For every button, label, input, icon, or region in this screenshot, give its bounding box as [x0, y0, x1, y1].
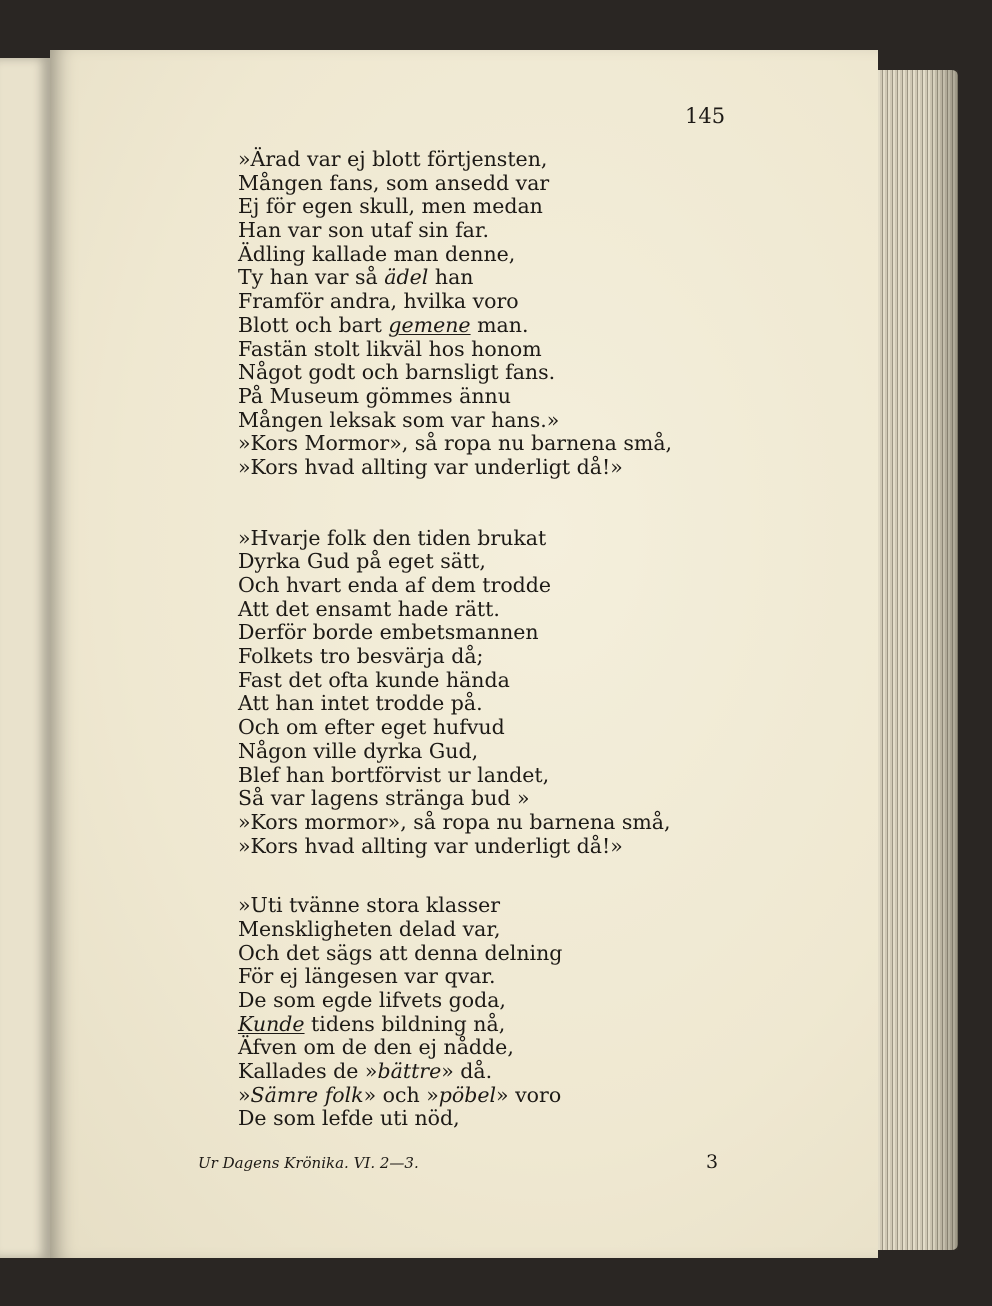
poem-line: Att han intet trodde på.: [238, 691, 483, 716]
stanza-break: [238, 858, 672, 894]
poem-line: Derför borde embetsmannen: [238, 620, 539, 645]
signature-number: 3: [706, 1151, 719, 1173]
poem-line: »Uti tvänne stora klasser: [238, 893, 501, 918]
poem-line: Framför andra, hvilka voro: [238, 289, 519, 314]
poem-line: Dyrka Gud på eget sätt,: [238, 549, 486, 574]
poem-line: Mången leksak som var hans.»: [238, 407, 560, 432]
line-text: » och »: [363, 1082, 439, 1107]
poem-line: De som lefde uti nöd,: [238, 1106, 460, 1131]
page-number: 145: [685, 104, 726, 128]
line-text: man.: [470, 312, 529, 337]
left-page-edge: [0, 58, 52, 1258]
poem-line: Fastän stolt likväl hos honom: [238, 336, 542, 361]
poem-line: Någon ville dyrka Gud,: [238, 738, 479, 763]
poem-line: De som egde lifvets goda,: [238, 988, 506, 1012]
poem-line: [238, 314, 672, 338]
line-text: Blott och bart: [238, 312, 389, 337]
italic-word: pöbel: [438, 1082, 497, 1107]
line-text: han: [428, 265, 474, 290]
stanza-1: [238, 148, 672, 480]
poem-line: På Museum gömmes ännu: [238, 383, 511, 408]
line-text: » då.: [441, 1059, 493, 1084]
poem-line: Fast det ofta kunde hända: [238, 667, 510, 692]
poem-line: Något godt och barnsligt fans.: [238, 360, 556, 385]
printer-signature: Ur Dagens Krönika. VI. 2—3.: [198, 1154, 419, 1172]
poem-line: Folkets tro besvärja då;: [238, 644, 484, 669]
stanza-break: [238, 480, 672, 527]
poem-line: »Hvarje folk den tiden brukat: [238, 525, 547, 550]
poem-line: Och det sägs att denna delning: [238, 940, 563, 965]
page-edges: [870, 70, 958, 1250]
italic-word: gemene: [388, 312, 471, 337]
line-text: tidens bildning nå,: [304, 1011, 506, 1036]
poem: [238, 148, 672, 1131]
book-page: [50, 50, 878, 1258]
poem-line: Menskligheten delad var,: [238, 916, 501, 941]
poem-line: Och om efter eget hufvud: [238, 715, 505, 740]
line-text: »: [238, 1082, 251, 1107]
poem-line: Han var son utaf sin far.: [238, 218, 489, 243]
italic-word: Sämre folk: [250, 1082, 364, 1107]
poem-line: Blef han bortförvist ur landet,: [238, 762, 550, 787]
poem-line: [238, 1060, 672, 1084]
poem-line: Ej för egen skull, men medan: [238, 194, 543, 219]
poem-line: Ädling kallade man denne,: [238, 241, 516, 266]
line-text: Ty han var så: [238, 265, 385, 290]
poem-line: »Kors hvad allting var underligt då!»: [238, 833, 623, 858]
stanza-3: [238, 894, 672, 1131]
stanza-2: [238, 527, 672, 859]
poem-line: Äfven om de den ej nådde,: [238, 1035, 514, 1060]
poem-line: Och hvart enda af dem trodde: [238, 573, 552, 597]
poem-line: Så var lagens stränga bud »: [238, 786, 530, 811]
poem-line: Att det ensamt hade rätt.: [238, 596, 500, 621]
poem-line: [238, 266, 672, 290]
poem-line: »Kors Mormor», så ropa nu barnena små,: [238, 431, 673, 456]
italic-word: ädel: [384, 265, 429, 290]
poem-line: [238, 1084, 672, 1108]
poem-line: [238, 1013, 672, 1037]
poem-line: För ej längesen var qvar.: [238, 964, 496, 989]
poem-line: »Kors mormor», så ropa nu barnena små,: [238, 809, 671, 834]
italic-word: Kunde: [238, 1011, 305, 1036]
poem-line: »Ärad var ej blott förtjensten,: [238, 147, 548, 171]
line-text: » voro: [496, 1082, 562, 1107]
line-text: Kallades de »: [238, 1059, 378, 1084]
poem-line: Mången fans, som ansedd var: [238, 170, 550, 195]
italic-word: bättre: [377, 1059, 442, 1084]
poem-line: »Kors hvad allting var underligt då!»: [238, 454, 623, 479]
